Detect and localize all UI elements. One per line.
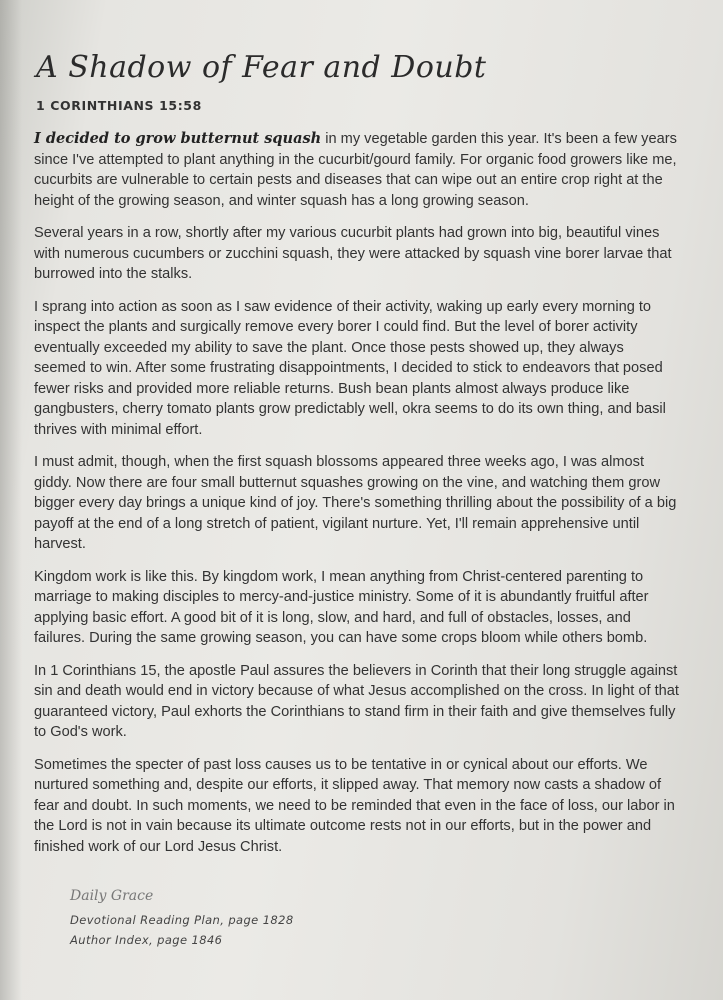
paragraph-1 [34, 129, 679, 211]
devotional-body [34, 129, 679, 869]
page-title: A Shadow of Fear and Doubt [36, 50, 487, 85]
cross-reference-footer [70, 888, 294, 950]
footer-title: Daily Grace [70, 888, 154, 904]
page-binding-shadow [0, 0, 22, 1000]
scripture-reference: 1 CORINTHIANS 15:58 [36, 98, 202, 113]
paragraph-1-text: in my vegetable garden this year. It's been a few years since I've attempted to plant anything in the cucurbit/gourd family. For organic food growers like me, cucurbits are vulnerable to certain pests and diseases that can wipe out an entire crop right at the height of the growing season, and winter squash has a long growing season. [34, 131, 677, 209]
footer-reading-plan: Devotional Reading Plan, page 1828 [70, 913, 294, 927]
paragraph-4: I must admit, though, when the first squash blossoms appeared three weeks ago, I was almost giddy. Now there are four small butternut squashes growing on the vine, and watching them grow bigger every day brings a unique kind of joy. There's something thrilling about the possibility of a big payoff at the end of a long stretch of patient, vigilant nurture. Yet, I'll remain apprehensive until harvest. [34, 454, 677, 552]
paragraph-3: I sprang into action as soon as I saw evidence of their activity, waking up early every morning to inspect the plants and surgically remove every borer I could find. But the level of borer activity eventually exceeded my ability to save the plant. Once those pests showed up, they always seemed to win. After some frustrating disappointments, I decided to stick to endeavors that posed fewer risks and provided more reliable returns. Bush bean plants almost always produce like gangbusters, cherry tomato plants grow predictably well, okra seems to do its own thing, and basil thrives with minimal effort. [34, 298, 666, 438]
paragraph-7: Sometimes the specter of past loss causes us to be tentative in or cynical about our efforts. We nurtured something and, despite our efforts, it slipped away. That memory now casts a shadow of fear and doubt. In such moments, we need to be reminded that even in the face of loss, our labor in the Lord is not in vain because its ultimate outcome rests not in our efforts, but in the power and finished work of our Lord Jesus Christ. [34, 756, 675, 855]
paragraph-2: Several years in a row, shortly after my various cucurbit plants had grown into big, beautiful vines with numerous cucumbers or zucchini squash, they were attacked by squash vine borer larvae that burrowed into the stalks. [34, 225, 672, 282]
paragraph-6: In 1 Corinthians 15, the apostle Paul assures the believers in Corinth that their long struggle against sin and death would end in victory because of what Jesus accomplished on the cross. In light of that guaranteed victory, Paul exhorts the Corinthians to stand firm in their faith and give themselves fully to God's work. [34, 662, 679, 740]
paragraph-5: Kingdom work is like this. By kingdom work, I mean anything from Christ-centered parenting to marriage to making disciples to mercy-and-justice ministry. Some of it is abundantly fruitful after applying basic effort. A good bit of it is long, slow, and hard, and full of obstacles, losses, and failures. During the same growing season, you can have some crops bloom while others bomb. [34, 568, 649, 646]
lead-in-text: I decided to grow butternut squash [34, 130, 322, 147]
footer-author-index: Author Index, page 1846 [70, 933, 223, 947]
